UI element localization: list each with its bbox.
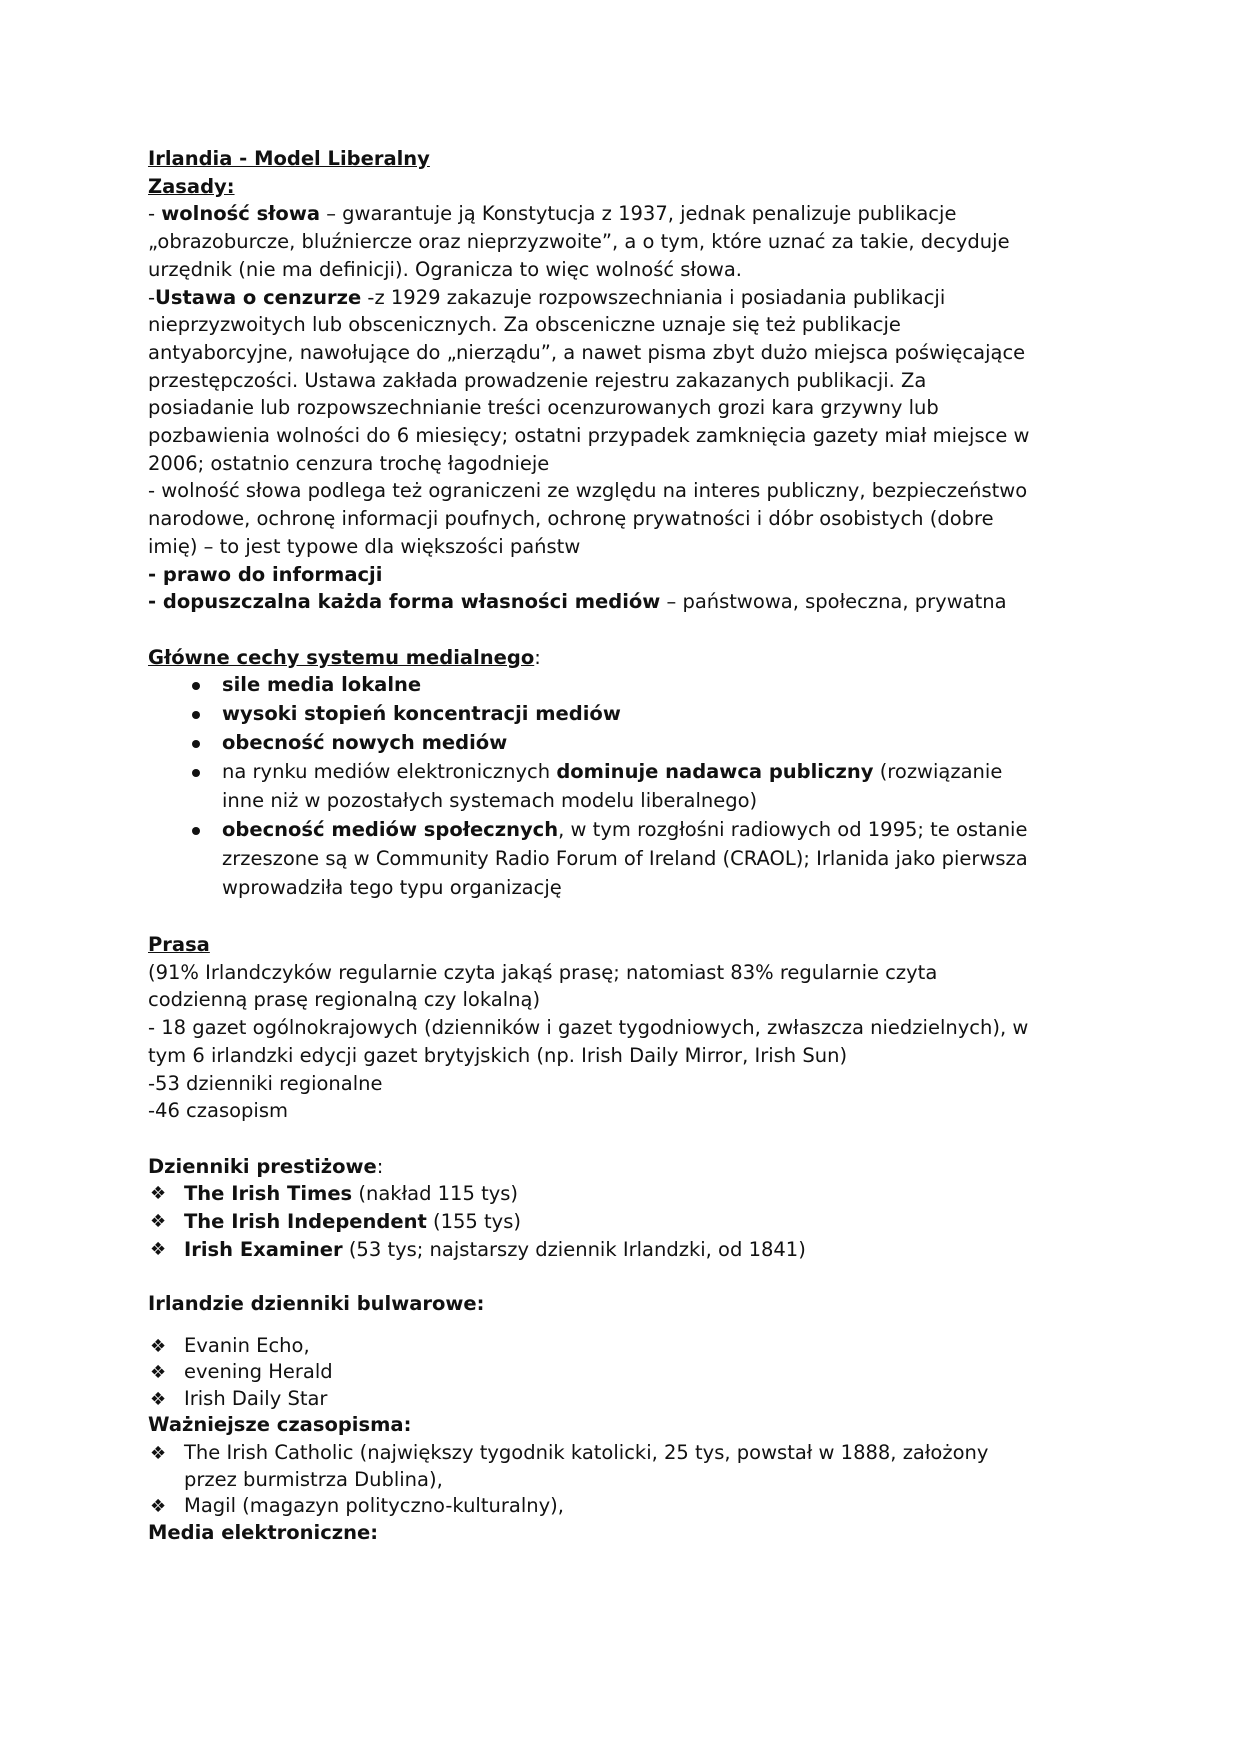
spacer bbox=[148, 1263, 1098, 1291]
bulwarowe-heading: Irlandzie dzienniki bulwarowe: bbox=[148, 1292, 485, 1316]
cechy-bullet-2: wysoki stopień koncentracji mediów bbox=[148, 700, 1098, 729]
spacer bbox=[148, 1125, 1098, 1153]
bullet-dot-icon bbox=[192, 711, 200, 719]
diamond-bullet-icon: ❖ bbox=[150, 1211, 167, 1233]
media-heading: Media elektroniczne: bbox=[148, 1520, 379, 1544]
zasady-p4: - prawo do informacji bbox=[148, 562, 383, 586]
bulwarowe-item-3: ❖ Irish Daily Star bbox=[148, 1386, 1098, 1413]
zasady-p2-line2: nieprzyzwoitych lub obscenicznych. Za obsceniczne uznaje się też publikacje bbox=[148, 313, 901, 337]
zasady-p1-line1: - wolność słowa – gwarantuje ją Konstytucja z 1937, jednak penalizuje publikacje bbox=[148, 202, 957, 226]
bulwarowe-item-2: ❖ evening Herald bbox=[148, 1359, 1098, 1386]
prestizowe-item-3: ❖ Irish Examiner (53 tys; najstarszy dziennik Irlandzki, od 1841) bbox=[148, 1236, 1098, 1264]
prasa-heading: Prasa bbox=[148, 933, 210, 957]
bullet-dot-icon bbox=[192, 740, 200, 748]
bullet-dot-icon bbox=[192, 769, 200, 777]
prasa-line-3: - 18 gazet ogólnokrajowych (dzienników i gazet tygodniowych, zwłaszcza niedzielnych), w bbox=[148, 1016, 1029, 1040]
spacer bbox=[148, 1319, 1098, 1333]
diamond-bullet-icon: ❖ bbox=[150, 1183, 167, 1205]
zasady-heading: Zasady: bbox=[148, 174, 235, 198]
zasady-p3-line3: imię) – to jest typowe dla większości państw bbox=[148, 534, 581, 558]
zasady-p1-line2: „obrazoburcze, bluźniercze oraz nieprzyzwoite”, a o tym, które uznać za takie, decyduje bbox=[148, 230, 1010, 254]
czasopisma-item-2: ❖ Magil (magazyn polityczno-kulturalny), bbox=[148, 1493, 1098, 1520]
zasady-p2-line1: -Ustawa o cenzurze -z 1929 zakazuje rozpowszechniania i posiadania publikacji bbox=[148, 285, 946, 309]
zasady-p2-line5: posiadanie lub rozpowszechnianie treści ocenzurowanych grozi kara grzywny lub bbox=[148, 396, 939, 420]
spacer bbox=[148, 903, 1098, 931]
zasady-p2-line6: pozbawienia wolności do 6 miesięcy; ostatni przypadek zamknięcia gazety miał miejsce w bbox=[148, 424, 1030, 448]
zasady-p1-line3: urzędnik (nie ma definicji). Ogranicza to więc wolność słowa. bbox=[148, 257, 742, 281]
diamond-bullet-icon: ❖ bbox=[150, 1496, 167, 1518]
diamond-bullet-icon: ❖ bbox=[150, 1388, 167, 1410]
czasopisma-item-1: ❖ The Irish Catholic (największy tygodnik katolicki, 25 tys, powstał w 1888, założony przez burmistrza Dublina), bbox=[150, 1441, 989, 1491]
cechy-bullet-1: sile media lokalne bbox=[148, 671, 1098, 700]
document-title: Irlandia - Model Liberalny bbox=[148, 147, 430, 170]
zasady-p3-line1: - wolność słowa podlega też ograniczeni ze względu na interes publiczny, bezpieczeństwo bbox=[148, 479, 1028, 503]
document-page bbox=[148, 145, 1098, 1547]
bullet-dot-icon bbox=[192, 827, 200, 835]
cechy-bullet-3: obecność nowych mediów bbox=[148, 729, 1098, 758]
prasa-line-2: codzienną prasę regionalną czy lokalną) bbox=[148, 988, 541, 1012]
zasady-p5: - dopuszczalna każda forma własności mediów – państwowa, społeczna, prywatna bbox=[148, 590, 1007, 614]
cechy-bullet-5: obecność mediów społecznych, w tym rozgłośni radiowych od 1995; te ostanie zrzeszone są w Community Radio Forum of Ireland (CRAOL); Irlanida jako pierwsza wprowadziła tego typu organizację bbox=[148, 816, 1098, 903]
diamond-bullet-icon: ❖ bbox=[150, 1335, 167, 1357]
zasady-p2-line3: antyaborcyjne, nawołujące do „nierządu”, a nawet pisma zbyt dużo miejsca poświęcające bbox=[148, 340, 1026, 364]
prestizowe-item-1: ❖ The Irish Times (nakład 115 tys) bbox=[148, 1180, 1098, 1208]
prasa-line-5: -53 dzienniki regionalne bbox=[148, 1071, 383, 1095]
prestizowe-heading: Dzienniki prestiżowe: bbox=[148, 1154, 384, 1178]
cechy-bullet-4: na rynku mediów elektronicznych dominuje nadawca publiczny (rozwiązanie inne niż w pozostałych systemach modelu liberalnego) bbox=[148, 758, 1098, 816]
bulwarowe-item-1: ❖ Evanin Echo, bbox=[148, 1333, 1098, 1360]
bullet-dot-icon bbox=[192, 682, 200, 690]
zasady-p2-line7: 2006; ostatnio cenzura trochę łagodnieje bbox=[148, 451, 550, 475]
czasopisma-heading: Ważniejsze czasopisma: bbox=[148, 1413, 412, 1437]
diamond-bullet-icon: ❖ bbox=[150, 1443, 167, 1465]
diamond-bullet-icon: ❖ bbox=[150, 1238, 167, 1260]
cechy-heading: Główne cechy systemu medialnego: bbox=[148, 645, 541, 669]
spacer bbox=[148, 616, 1098, 644]
prasa-line-4: tym 6 irlandzki edycji gazet brytyjskich (np. Irish Daily Mirror, Irish Sun) bbox=[148, 1043, 848, 1067]
prasa-line-1: (91% Irlandczyków regularnie czyta jakąś prasę; natomiast 83% regularnie czyta bbox=[148, 960, 938, 984]
prasa-line-6: -46 czasopism bbox=[148, 1099, 288, 1123]
zasady-p2-line4: przestępczości. Ustawa zakłada prowadzenie rejestru zakazanych publikacji. Za bbox=[148, 368, 927, 392]
zasady-p3-line2: narodowe, ochronę informacji poufnych, ochronę prywatności i dóbr osobistych (dobre bbox=[148, 507, 994, 531]
prestizowe-item-2: ❖ The Irish Independent (155 tys) bbox=[148, 1208, 1098, 1236]
diamond-bullet-icon: ❖ bbox=[150, 1362, 167, 1384]
